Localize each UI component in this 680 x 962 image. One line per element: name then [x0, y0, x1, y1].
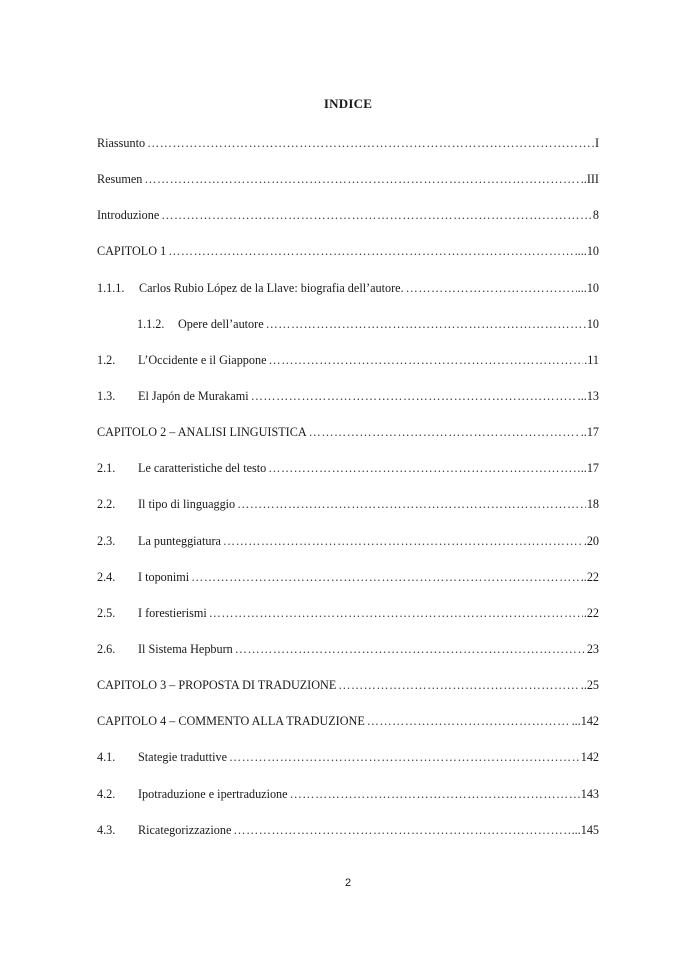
toc-entry-title: CAPITOLO 4 – COMMENTO ALLA TRADUZIONE	[97, 714, 365, 729]
toc-entry-title: CAPITOLO 3 – PROPOSTA DI TRADUZIONE	[97, 678, 337, 693]
toc-entry	[97, 208, 599, 244]
dot-leader	[338, 678, 579, 692]
toc-entry	[97, 281, 599, 317]
toc-entry-number: 1.2.	[97, 352, 116, 367]
toc-entry-page: ..22	[580, 569, 599, 584]
dot-leader	[268, 461, 579, 475]
toc-entry-page: ..III	[580, 172, 599, 187]
toc-entry-page: 23	[586, 641, 599, 656]
toc-entry-page: I	[594, 136, 599, 150]
toc-entry	[97, 534, 599, 570]
page-title: INDICE	[323, 96, 373, 111]
toc-entry-page: .20	[583, 533, 599, 548]
dot-leader	[235, 642, 586, 656]
toc-entry-page: 8	[592, 208, 599, 223]
toc-entry-number: 1.1.1.	[97, 280, 125, 295]
dot-leader	[251, 389, 577, 403]
toc-entry	[97, 353, 599, 389]
page-number: 2	[344, 877, 352, 889]
toc-entry-title: El Japón de Murakami	[138, 388, 249, 403]
toc-entry-page: ...10	[577, 280, 599, 295]
toc-entry	[97, 750, 599, 786]
toc-entry-title: Resumen	[97, 172, 143, 187]
dot-leader	[161, 208, 592, 222]
toc-entry-number: 1.3.	[97, 388, 116, 403]
toc-entry-page: 143	[580, 786, 599, 801]
dot-leader	[144, 172, 579, 186]
toc-entry-title: Ipotraduzione e ipertraduzione	[138, 786, 288, 801]
dot-leader	[309, 425, 580, 439]
toc-entry-title: Ricategorizzazione	[138, 822, 232, 837]
toc-entry	[97, 389, 599, 425]
dot-leader	[191, 570, 580, 584]
toc-entry-title: Il Sistema Hepburn	[138, 641, 233, 656]
toc-entry-title: Carlos Rubio López de la Llave: biografia dell’autore.	[139, 280, 404, 295]
toc-entry-title: Riassunto	[97, 136, 146, 150]
dot-leader	[266, 317, 586, 331]
toc-entry-number: 2.6.	[97, 641, 116, 656]
toc-entry-page: ..17	[580, 425, 599, 440]
toc-entry	[97, 823, 599, 859]
toc-entry-page: ...10	[577, 244, 599, 259]
toc-entry-title: Opere dell’autore	[178, 316, 264, 331]
toc-entry-title: I toponimi	[138, 569, 190, 584]
dot-leader	[406, 281, 577, 295]
dot-leader	[269, 353, 584, 367]
dot-leader	[233, 823, 570, 837]
toc-entry-page: 142	[580, 750, 599, 765]
toc-entry-page: ..25	[580, 678, 599, 693]
toc-entry-number: 2.5.	[97, 605, 116, 620]
toc-entry-title: Introduzione	[97, 208, 160, 223]
toc-entry-title: I forestierismi	[138, 605, 207, 620]
dot-leader	[229, 750, 580, 764]
toc-entry-title: Stategie traduttive	[138, 750, 228, 765]
toc-entry	[97, 497, 599, 533]
toc-entry-page: .22	[583, 605, 599, 620]
toc-entry-page: ...142	[571, 714, 599, 729]
dot-leader	[147, 136, 594, 150]
toc-entry	[97, 642, 599, 678]
toc-entry-title: La punteggiatura	[138, 533, 221, 548]
toc-entry-number: 4.3.	[97, 822, 116, 837]
table-of-contents	[97, 136, 599, 859]
toc-entry-title: Le caratteristiche del testo	[138, 461, 267, 476]
toc-entry	[97, 787, 599, 823]
toc-entry	[97, 136, 599, 172]
toc-entry	[97, 317, 599, 353]
dot-leader	[290, 787, 580, 801]
toc-entry-page: 10	[586, 316, 599, 331]
toc-entry-number: 4.1.	[97, 750, 116, 765]
dot-leader	[209, 606, 583, 620]
dot-leader	[237, 497, 586, 511]
toc-entry-number: 2.3.	[97, 533, 116, 548]
toc-entry-number: 2.1.	[97, 461, 116, 476]
toc-entry-number: 1.1.2.	[137, 316, 165, 331]
dot-leader	[367, 714, 571, 728]
toc-entry-number: 2.4.	[97, 569, 116, 584]
toc-entry	[97, 678, 599, 714]
toc-entry-title: CAPITOLO 2 – ANALISI LINGUISTICA	[97, 425, 307, 440]
toc-entry-page: .11	[584, 352, 599, 367]
toc-entry	[97, 570, 599, 606]
dot-leader	[168, 244, 576, 258]
toc-entry	[97, 172, 599, 208]
toc-entry-title: Il tipo di linguaggio	[138, 497, 236, 512]
toc-entry	[97, 244, 599, 280]
toc-entry-page: ...145	[571, 822, 599, 837]
toc-entry	[97, 606, 599, 642]
toc-entry-title: CAPITOLO 1	[97, 244, 167, 259]
toc-entry	[97, 425, 599, 461]
toc-entry-number: 2.2.	[97, 497, 116, 512]
toc-entry-page: 18	[586, 497, 599, 512]
toc-entry	[97, 461, 599, 497]
dot-leader	[223, 534, 583, 548]
toc-entry	[97, 714, 599, 750]
toc-entry-number: 4.2.	[97, 786, 116, 801]
toc-entry-page: ...13	[577, 388, 599, 403]
toc-entry-page: ..17	[580, 461, 599, 476]
toc-entry-title: L’Occidente e il Giappone	[138, 352, 267, 367]
